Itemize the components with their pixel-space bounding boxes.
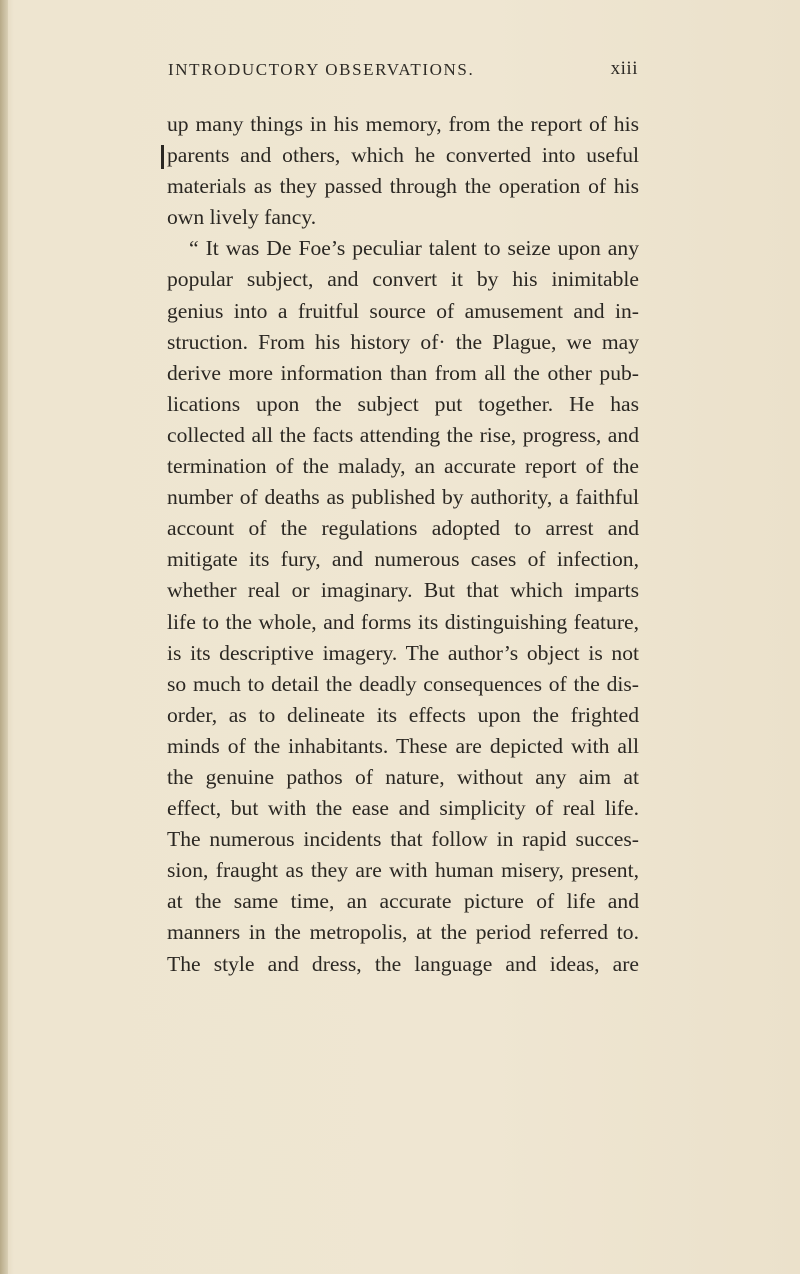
- page-number: xiii: [610, 58, 638, 79]
- text-line: struction. From his history of· the Plague, we may: [167, 329, 639, 354]
- text-line: derive more information than from all the other pub-: [167, 360, 639, 385]
- text-line: sion, fraught as they are with human misery, present,: [167, 858, 639, 883]
- text-line: minds of the inhabitants. These are depicted with all: [167, 733, 639, 758]
- text-line: parents and others, which he converted into useful: [167, 143, 639, 168]
- text-line: up many things in his memory, from the report of his: [167, 112, 639, 136]
- text-line: termination of the malady, an accurate report of the: [167, 454, 639, 479]
- page-gutter-edge: [0, 0, 8, 1274]
- text-line: account of the regulations adopted to arrest and: [167, 516, 639, 541]
- running-head: [168, 60, 638, 86]
- print-mark: [161, 145, 164, 169]
- text-line: materials as they passed through the operation of his: [167, 174, 639, 199]
- text-line: collected all the facts attending the rise, progress, and: [167, 422, 639, 447]
- text-line: number of deaths as published by authority, a faithful: [167, 485, 639, 510]
- text-line: so much to detail the deadly consequences of the dis-: [167, 671, 639, 696]
- text-line: manners in the metropolis, at the period referred to.: [167, 920, 639, 945]
- text-line: the genuine pathos of nature, without any aim at: [167, 764, 639, 789]
- text-line: order, as to delineate its effects upon the frighted: [167, 702, 639, 727]
- text-line: lications upon the subject put together. He has: [167, 391, 639, 416]
- running-head-title: INTRODUCTORY OBSERVATIONS.: [168, 60, 475, 79]
- text-line: whether real or imaginary. But that which imparts: [167, 578, 639, 603]
- text-line: at the same time, an accurate picture of life and: [167, 889, 639, 914]
- text-line: own lively fancy.: [167, 205, 317, 230]
- text-line: The style and dress, the language and ideas, are: [167, 951, 639, 976]
- text-line: “ It was De Foe’s peculiar talent to seize upon any: [189, 236, 639, 261]
- text-line: popular subject, and convert it by his inimitable: [167, 267, 639, 292]
- text-line: The numerous incidents that follow in rapid succes-: [167, 827, 639, 852]
- text-line: life to the whole, and forms its distinguishing feature,: [167, 609, 639, 634]
- text-line: mitigate its fury, and numerous cases of infection,: [167, 547, 639, 572]
- body-text: [167, 109, 639, 980]
- text-line: genius into a fruitful source of amusement and in-: [167, 298, 639, 323]
- text-line: is its descriptive imagery. The author’s object is not: [167, 640, 639, 665]
- text-line: effect, but with the ease and simplicity of real life.: [167, 796, 639, 821]
